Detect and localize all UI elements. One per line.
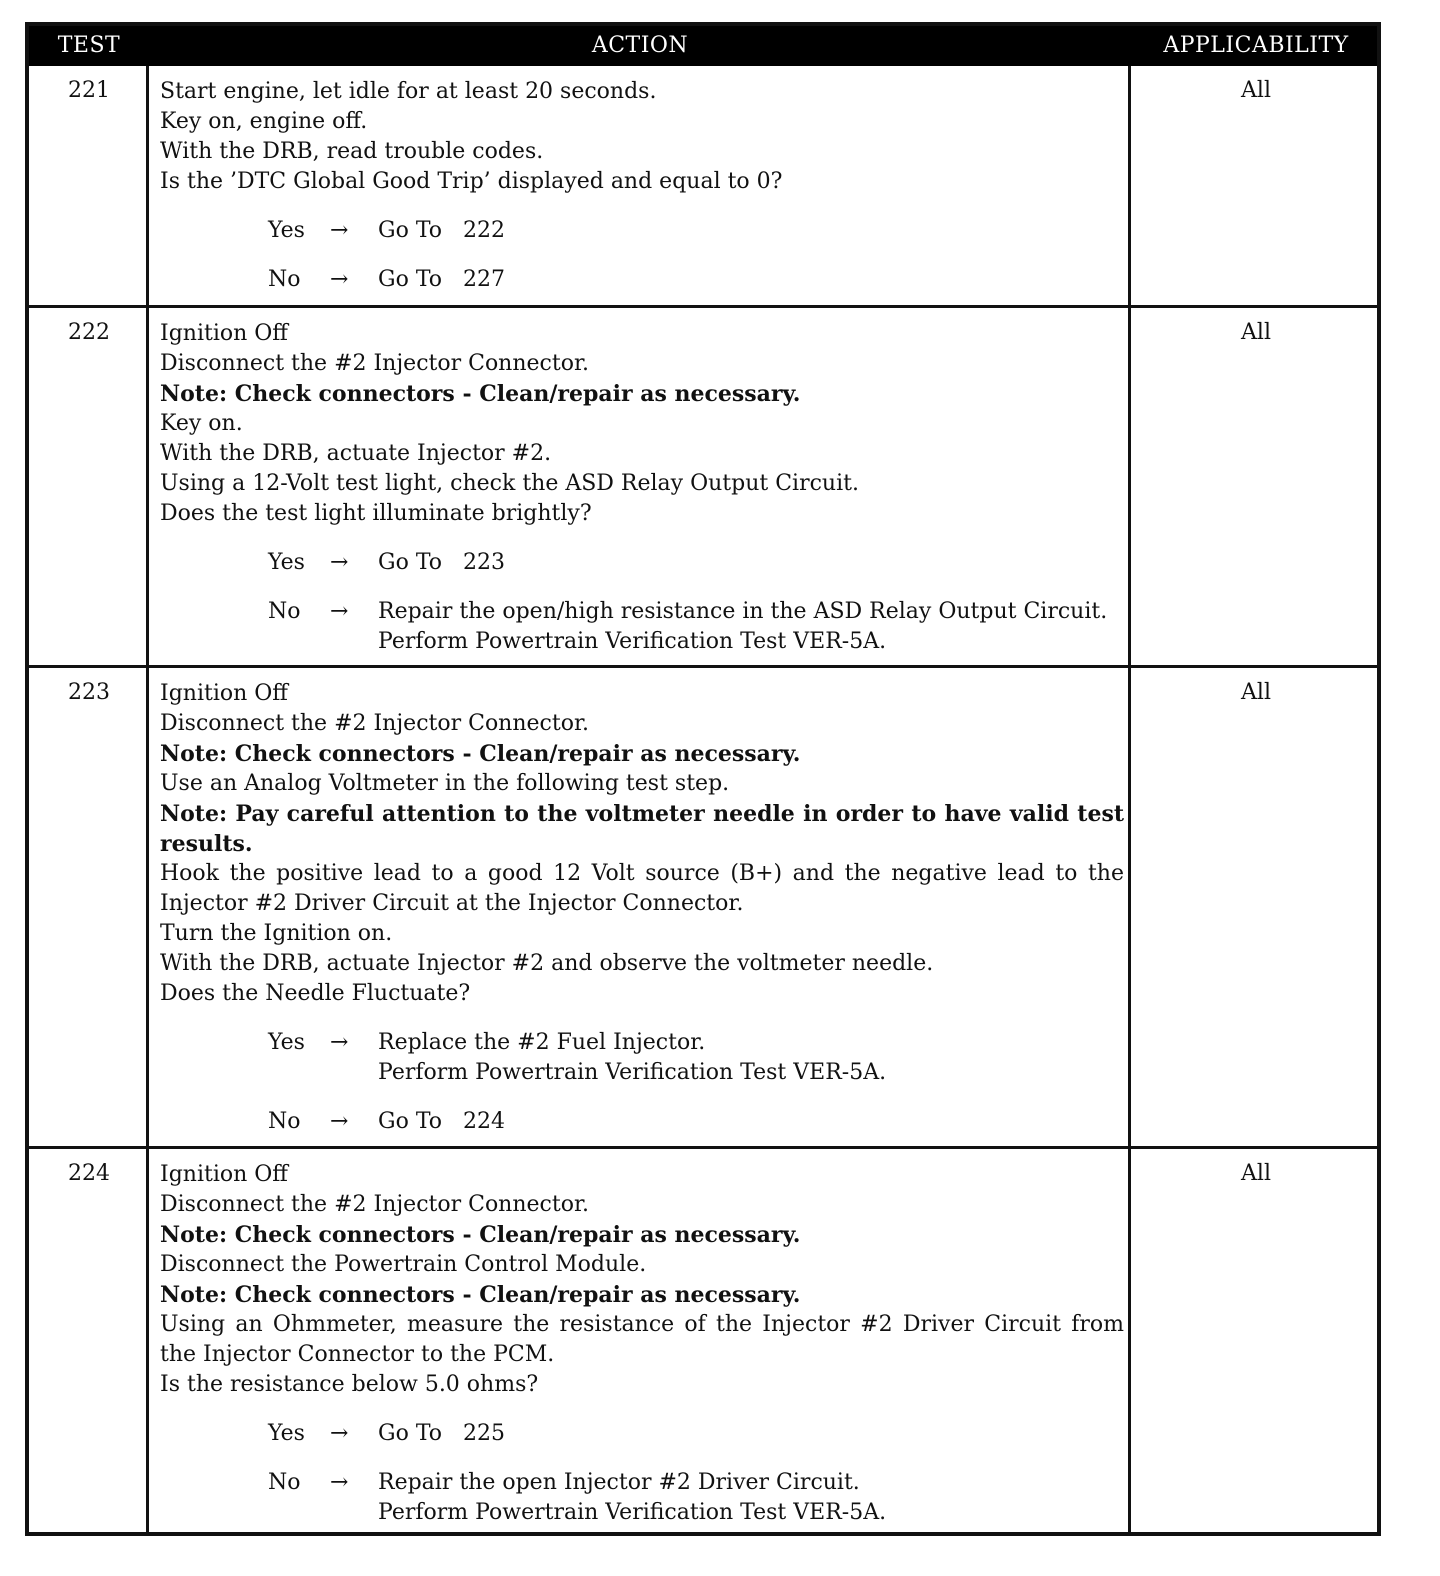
table-row bbox=[29, 66, 1377, 305]
instruction-text: Start engine, let idle for at least 20 seconds. bbox=[160, 79, 657, 104]
arrow-right-icon: → bbox=[330, 1470, 349, 1495]
instruction-text: Turn the Ignition on. bbox=[160, 921, 393, 946]
no-answer bbox=[160, 1468, 1124, 1528]
header-action: ACTION bbox=[591, 33, 689, 58]
yes-answer bbox=[160, 1028, 1124, 1088]
instruction-text: Hook the positive lead to a good 12 Volt source (B+) and the negative lead to the Injector #2 Driver Circuit at the Injector Connector. bbox=[160, 861, 1124, 916]
answer-label: No bbox=[268, 267, 301, 292]
note-text: Note: Check connectors - Clean/repair as necessary. bbox=[160, 1222, 801, 1248]
result-line: Go To 223 bbox=[378, 550, 505, 575]
applicability-value: All bbox=[1241, 78, 1271, 103]
action-cell bbox=[160, 66, 1124, 295]
instruction-text: Does the Needle Fluctuate? bbox=[160, 981, 471, 1006]
table-row bbox=[29, 305, 1377, 665]
instruction-text: Using an Ohmmeter, measure the resistance of the Injector #2 Driver Circuit from the Injector Connector to the PCM. bbox=[160, 1312, 1124, 1367]
answer-label: Yes bbox=[268, 1421, 305, 1446]
answer-label: Yes bbox=[268, 218, 305, 243]
arrow-right-icon: → bbox=[330, 1421, 349, 1446]
answer-label: No bbox=[268, 1470, 301, 1495]
answer-result bbox=[378, 548, 1124, 578]
action-cell bbox=[160, 668, 1124, 1137]
arrow-right-icon: → bbox=[330, 267, 349, 292]
arrow-right-icon: → bbox=[330, 1030, 349, 1055]
result-line: Perform Powertrain Verification Test VER-5A. bbox=[378, 629, 887, 654]
answer-result bbox=[378, 597, 1124, 657]
table-row bbox=[29, 665, 1377, 1146]
instruction-text: Ignition Off bbox=[160, 681, 288, 706]
table-header bbox=[29, 26, 1377, 66]
instruction-text: Disconnect the Powertrain Control Module. bbox=[160, 1252, 647, 1277]
instruction-text: Use an Analog Voltmeter in the following test step. bbox=[160, 771, 730, 796]
result-line: Go To 224 bbox=[378, 1109, 505, 1134]
arrow-right-icon: → bbox=[330, 218, 349, 243]
note-text: Note: Check connectors - Clean/repair as necessary. bbox=[160, 381, 801, 407]
instruction-text: Does the test light illuminate brightly? bbox=[160, 501, 592, 526]
instruction-text: Using a 12-Volt test light, check the ASD Relay Output Circuit. bbox=[160, 471, 859, 496]
instruction-text: Disconnect the #2 Injector Connector. bbox=[160, 1192, 590, 1217]
header-test: TEST bbox=[57, 33, 121, 58]
instruction-text: Ignition Off bbox=[160, 321, 288, 346]
arrow-right-icon: → bbox=[330, 1109, 349, 1134]
result-line: Replace the #2 Fuel Injector. bbox=[378, 1030, 706, 1055]
result-line: Go To 227 bbox=[378, 267, 505, 292]
answer-result bbox=[378, 1468, 1124, 1528]
yes-answer bbox=[160, 216, 1124, 246]
applicability-value: All bbox=[1241, 1161, 1271, 1186]
test-number: 223 bbox=[68, 680, 110, 705]
answer-label: No bbox=[268, 599, 301, 624]
arrow-right-icon: → bbox=[330, 599, 349, 624]
answer-result bbox=[378, 1028, 1124, 1088]
applicability-value: All bbox=[1241, 680, 1271, 705]
instruction-text: With the DRB, actuate Injector #2. bbox=[160, 441, 552, 466]
applicability-value: All bbox=[1241, 320, 1271, 345]
instruction-text: Is the resistance below 5.0 ohms? bbox=[160, 1372, 539, 1397]
result-line: Go To 222 bbox=[378, 218, 505, 243]
test-number: 224 bbox=[68, 1161, 110, 1186]
no-answer bbox=[160, 1107, 1124, 1137]
action-cell bbox=[160, 308, 1124, 657]
answer-label: No bbox=[268, 1109, 301, 1134]
no-answer bbox=[160, 597, 1124, 657]
answer-result bbox=[378, 216, 1124, 246]
diagnostic-test-table bbox=[25, 22, 1381, 1536]
result-line: Perform Powertrain Verification Test VER-5A. bbox=[378, 1060, 887, 1085]
instruction-text: With the DRB, read trouble codes. bbox=[160, 139, 544, 164]
answer-result bbox=[378, 1419, 1124, 1449]
instruction-text: Disconnect the #2 Injector Connector. bbox=[160, 711, 590, 736]
answer-result bbox=[378, 1107, 1124, 1137]
yes-answer bbox=[160, 548, 1124, 578]
arrow-right-icon: → bbox=[330, 550, 349, 575]
test-number: 222 bbox=[68, 320, 110, 345]
result-line: Go To 225 bbox=[378, 1421, 505, 1446]
test-number: 221 bbox=[68, 78, 110, 103]
note-text: Note: Check connectors - Clean/repair as necessary. bbox=[160, 1282, 801, 1308]
instruction-text: Key on. bbox=[160, 411, 243, 436]
note-text: Note: Pay careful attention to the voltmeter needle in order to have valid test results. bbox=[160, 801, 1124, 857]
yes-answer bbox=[160, 1419, 1124, 1449]
no-answer bbox=[160, 265, 1124, 295]
note-text: Note: Check connectors - Clean/repair as necessary. bbox=[160, 741, 801, 767]
header-applicability: APPLICABILITY bbox=[1163, 33, 1349, 58]
answer-label: Yes bbox=[268, 1030, 305, 1055]
instruction-text: Disconnect the #2 Injector Connector. bbox=[160, 351, 590, 376]
answer-result bbox=[378, 265, 1124, 295]
action-cell bbox=[160, 1149, 1124, 1528]
instruction-text: Is the ’DTC Global Good Trip’ displayed and equal to 0? bbox=[160, 169, 783, 194]
result-line: Repair the open Injector #2 Driver Circuit. bbox=[378, 1470, 860, 1495]
table-row bbox=[29, 1146, 1377, 1532]
result-line: Repair the open/high resistance in the ASD Relay Output Circuit. bbox=[378, 599, 1108, 624]
result-line: Perform Powertrain Verification Test VER-5A. bbox=[378, 1500, 887, 1525]
instruction-text: Key on, engine off. bbox=[160, 109, 368, 134]
instruction-text: With the DRB, actuate Injector #2 and observe the voltmeter needle. bbox=[160, 951, 934, 976]
answer-label: Yes bbox=[268, 550, 305, 575]
instruction-text: Ignition Off bbox=[160, 1162, 288, 1187]
